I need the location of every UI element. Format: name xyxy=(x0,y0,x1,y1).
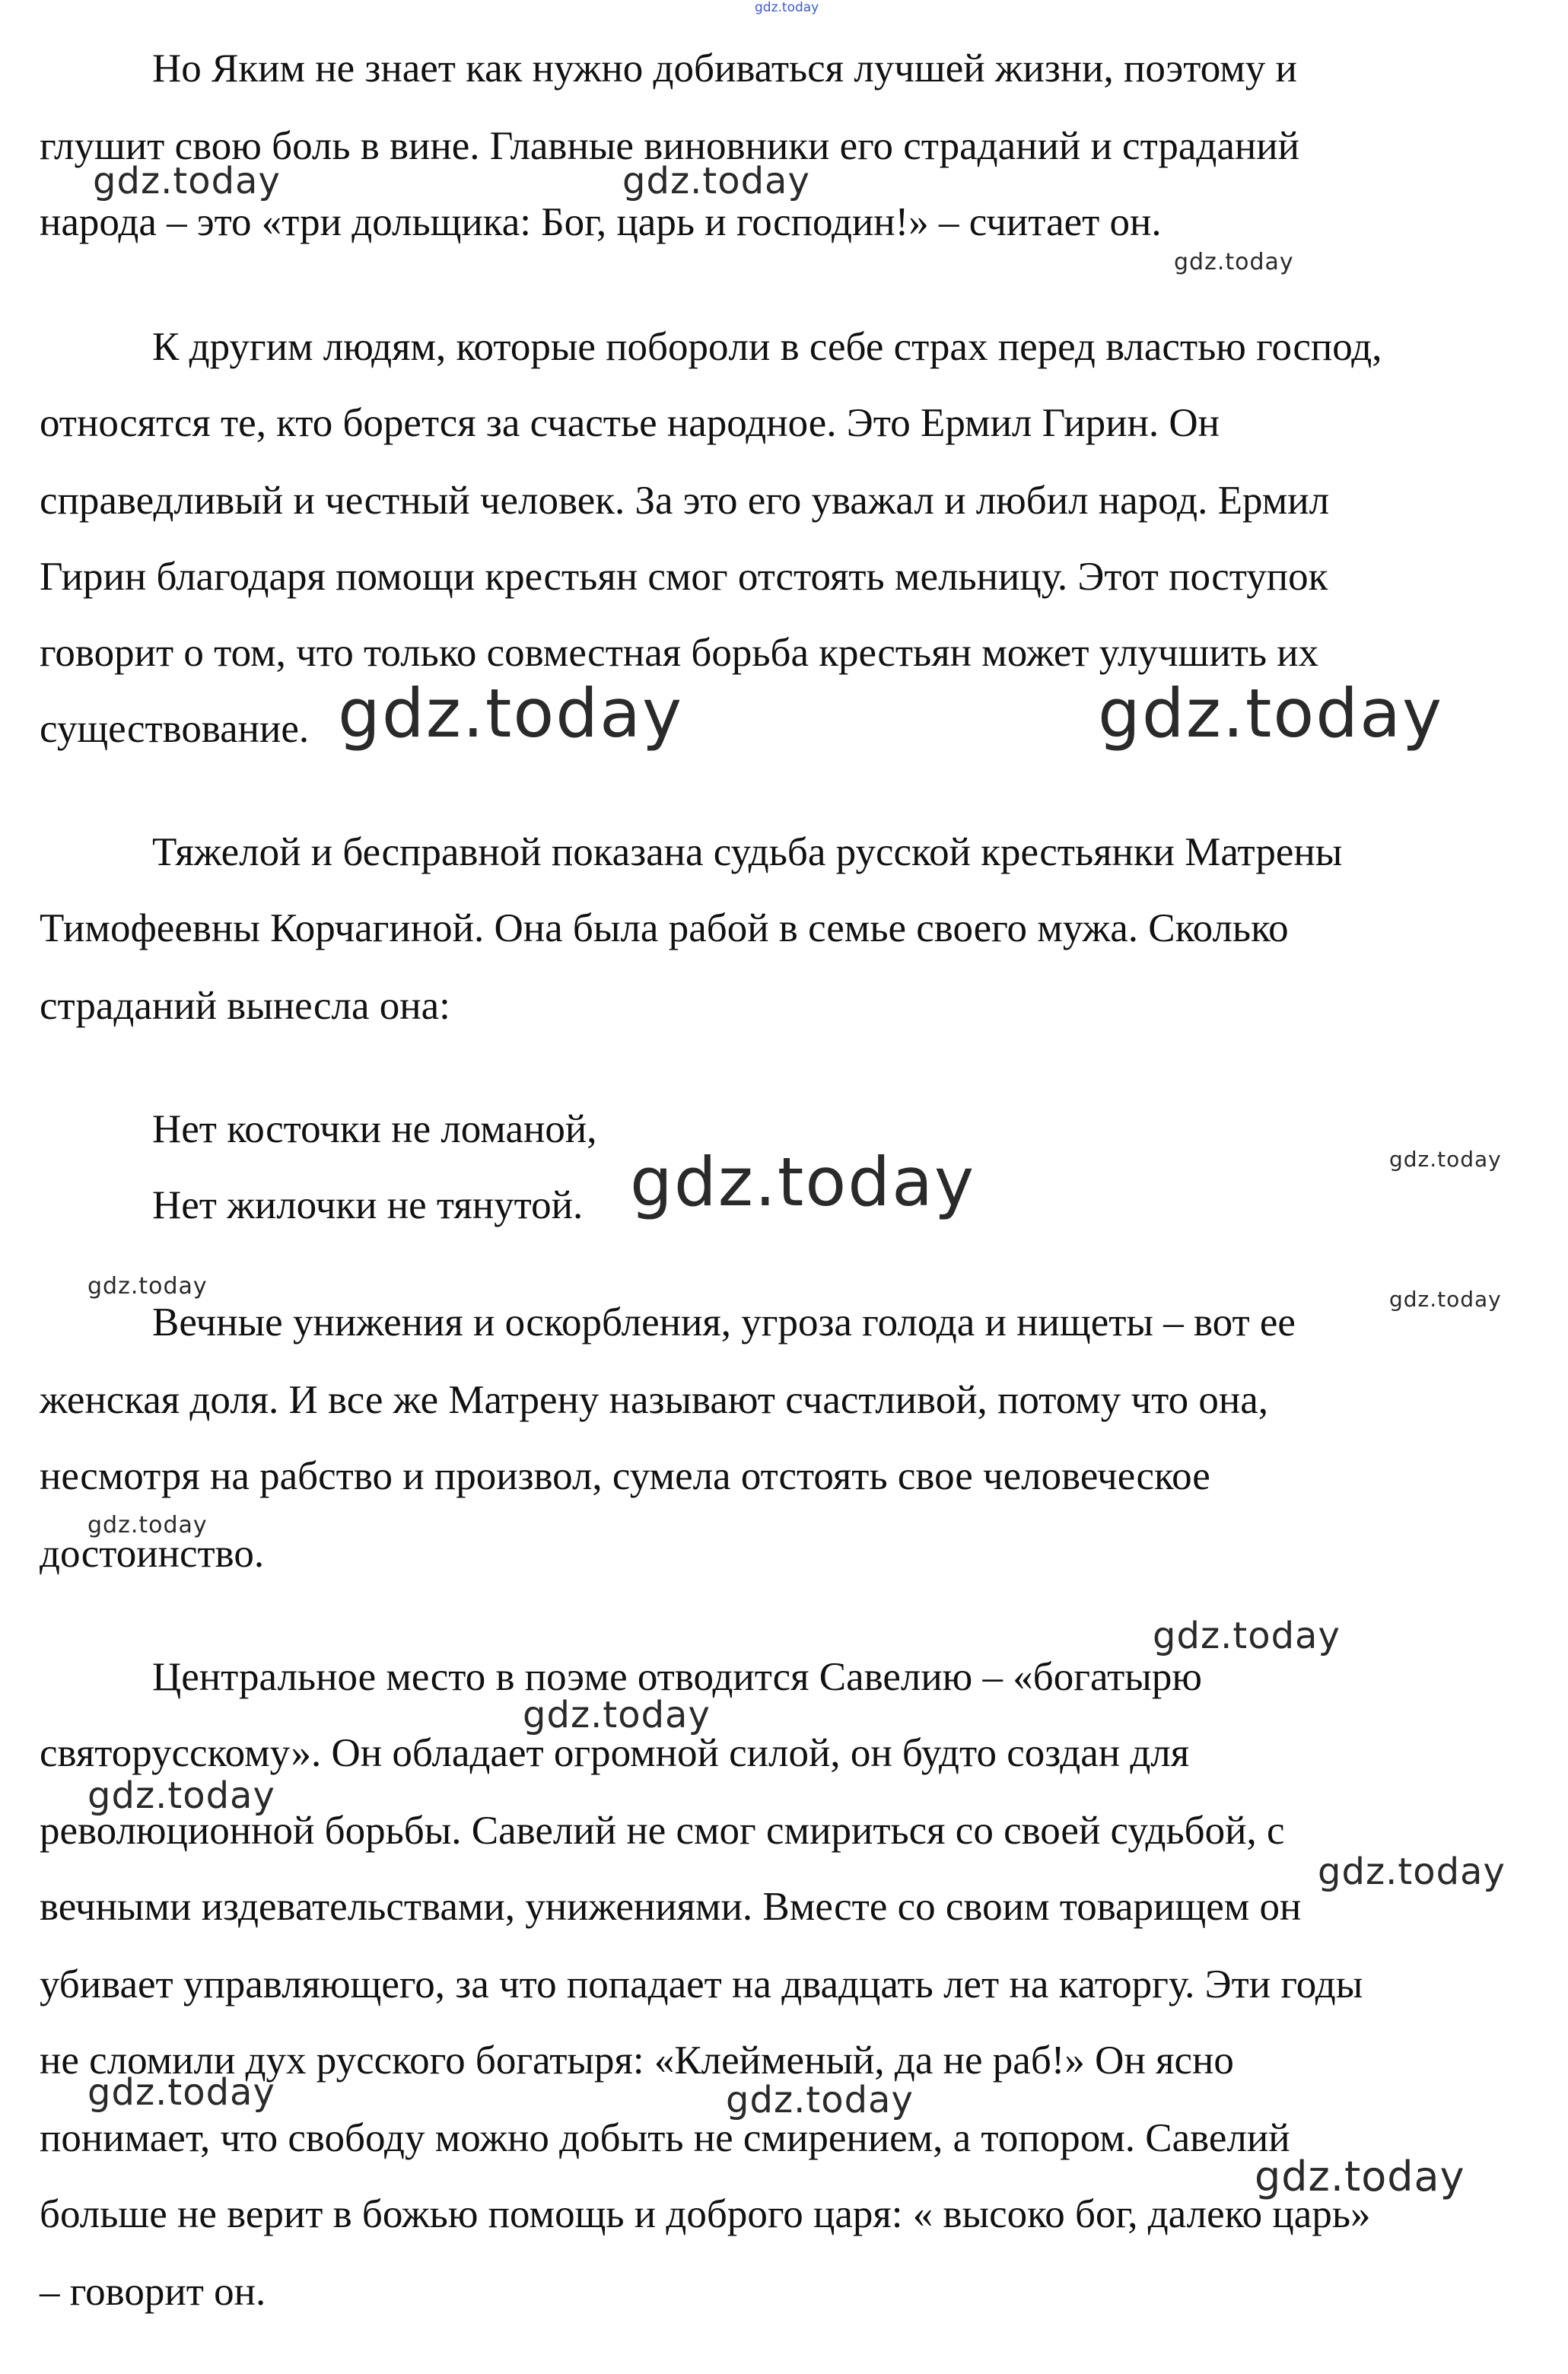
watermark: gdz.today xyxy=(87,2071,275,2114)
text-line: Но Яким не знает как нужно добиваться лучшей жизни, поэтому и xyxy=(152,46,1297,91)
watermark: gdz.today xyxy=(1389,1147,1502,1172)
text-line: Центральное место в поэме отводится Савелию – «богатырю xyxy=(152,1655,1202,1699)
watermark: gdz.today xyxy=(87,1273,208,1300)
watermark: gdz.today xyxy=(1174,249,1294,275)
text-line: Тяжелой и бесправной показана судьба русской крестьянки Матрены xyxy=(152,830,1343,874)
text-line: святорусскому». Он обладает огромной силой, он будто создан для xyxy=(40,1731,1190,1775)
text-line: существование. xyxy=(40,707,310,751)
watermark: gdz.today xyxy=(87,1512,208,1539)
poem-line: Нет жилочки не тянутой. xyxy=(152,1183,584,1227)
text-line: К другим людям, которые поборoли в себе страх перед властью господ, xyxy=(152,325,1382,369)
text-line: – говорит он. xyxy=(40,2270,266,2314)
watermark: gdz.today xyxy=(523,1694,711,1736)
watermark: gdz.today xyxy=(1389,1287,1502,1312)
text-line: убивает управляющего, за что попадает на двадцать лет на каторгу. Эти годы xyxy=(40,1962,1363,2006)
text-line: понимает, что свободу можно добыть не смирением, а топором. Савелий xyxy=(40,2116,1290,2160)
text-line: женская доля. И все же Матрену называют счастливой, потому что она, xyxy=(40,1378,1268,1422)
text-line: Вечные унижения и оскорбления, угроза голода и нищеты – вот ее xyxy=(152,1300,1296,1345)
text-line: достоинство. xyxy=(40,1532,265,1576)
text-line: глушит свою боль в вине. Главные виновники его страданий и страданий xyxy=(40,124,1299,168)
watermark: gdz.today xyxy=(622,160,810,202)
watermark: gdz.today xyxy=(1153,1615,1341,1657)
watermark: gdz.today xyxy=(338,674,684,753)
text-line: Тимофеевны Корчагиной. Она была рабой в семье своего мужа. Сколько xyxy=(40,906,1289,950)
text-line: несмотря на рабство и произвол, сумела отстоять свое человеческое xyxy=(40,1454,1210,1498)
text-line: не сломили дух русского богатыря: «Клейменый, да не раб!» Он ясно xyxy=(40,2038,1234,2083)
watermark: gdz.today xyxy=(87,1774,275,1817)
text-line: относятся те, кто борется за счастье народное. Это Ермил Гирин. Он xyxy=(40,401,1220,445)
text-line: больше не верит в божью помощь и доброго царя: « высоко бог, далеко царь» xyxy=(40,2192,1371,2236)
text-line: революционной борьбы. Савелий не смог смириться со своей судьбой, с xyxy=(40,1809,1285,1853)
text-line: говорит о том, что только совместная борьба крестьян может улучшить их xyxy=(40,631,1319,675)
watermark: gdz.today xyxy=(1318,1851,1506,1893)
watermark: gdz.today xyxy=(93,160,281,202)
text-line: народа – это «три дольщика: Бог, царь и господин!» – считает он. xyxy=(40,200,1162,244)
poem-line: Нет косточки не ломаной, xyxy=(152,1107,597,1151)
text-line: справедливый и честный человек. За это его уважал и любил народ. Ермил xyxy=(40,479,1330,523)
text-line: вечными издевательствами, унижениями. Вместе со своим товарищем он xyxy=(40,1885,1302,1929)
text-line: Гирин благодаря помощи крестьян смог отстоять мельницу. Этот поступок xyxy=(40,555,1328,599)
watermark: gdz.today xyxy=(1255,2153,1465,2201)
text-line: страданий вынесла она: xyxy=(40,984,450,1028)
watermark: gdz.today xyxy=(726,2079,914,2121)
watermark: gdz.today xyxy=(1098,674,1444,753)
watermark: gdz.today xyxy=(630,1143,976,1221)
watermark: gdz.today xyxy=(755,0,819,15)
